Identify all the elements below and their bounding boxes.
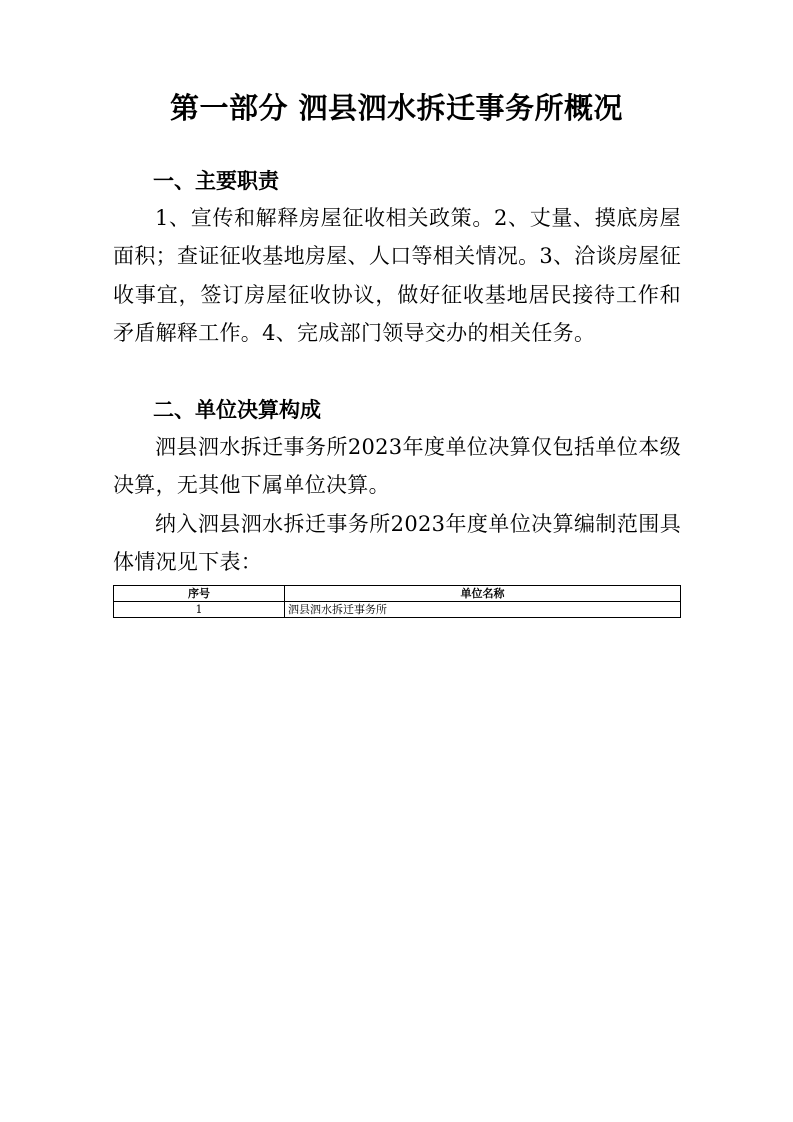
table-header-number: 序号	[114, 586, 285, 602]
budget-scope-paragraph: 纳入泗县泗水拆迁事务所2023年度单位决算编制范围具体情况见下表：	[113, 512, 681, 575]
table-header-unit-name: 单位名称	[285, 586, 681, 602]
section-heading-budget-composition: 二、单位决算构成	[153, 398, 321, 422]
section-heading-main-duties: 一、主要职责	[153, 169, 279, 193]
table-row	[114, 602, 681, 618]
main-duties-paragraph: 1、宣传和解释房屋征收相关政策。2、丈量、摸底房屋面积；查证征收基地房屋、人口等相关情况。3、洽谈房屋征收事宜，签订房屋征收协议，做好征收基地居民接待工作和矛盾解释工作。4、完成部门领导交办的相关任务。	[113, 206, 681, 346]
table-cell-number: 1	[114, 602, 285, 618]
page-title: 第一部分 泗县泗水拆迁事务所概况	[169, 91, 624, 125]
unit-table	[113, 585, 681, 618]
table-header-row	[114, 586, 681, 602]
table-cell-unit-name: 泗县泗水拆迁事务所	[285, 602, 681, 618]
budget-composition-paragraph: 泗县泗水拆迁事务所2023年度单位决算仅包括单位本级决算，无其他下属单位决算。	[113, 435, 681, 498]
